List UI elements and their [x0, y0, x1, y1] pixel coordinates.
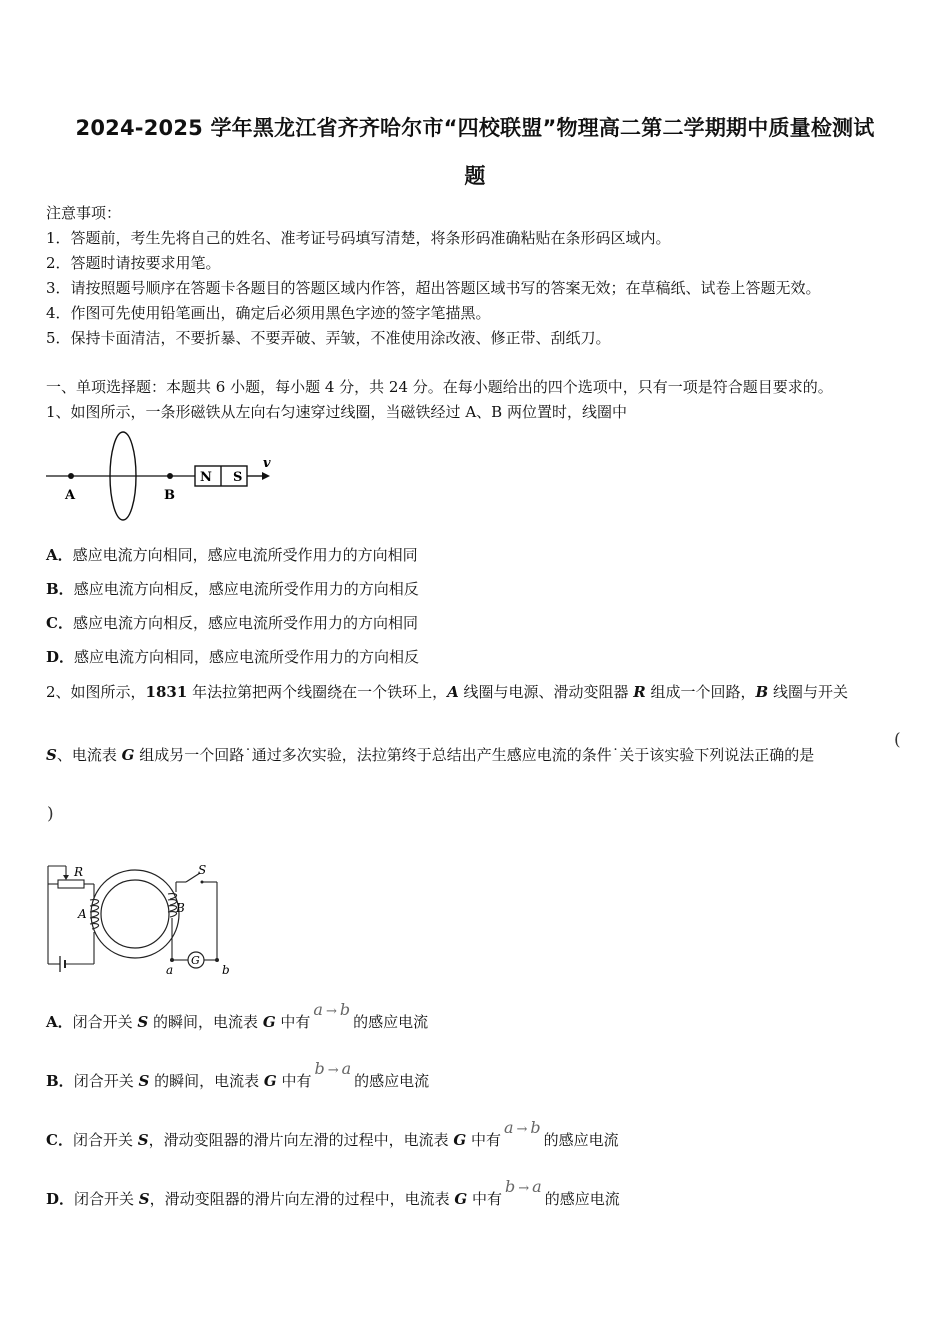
q2-option-c-text: ，滑动变阻器的滑片向左滑的过程中，电流表 [148, 1131, 454, 1149]
q2-option-c-meter: G [453, 1131, 467, 1149]
q2-stem-text-6: 、电流表 [56, 746, 122, 764]
q1-option-b-text: 感应电流方向相反，感应电流所受作用力的方向相反 [73, 580, 419, 598]
q1-option-d-label: D． [46, 648, 75, 666]
q2-coil-a: A [447, 683, 459, 701]
notice-item-3: 3．请按照题号顺序在答题卡各题目的答题区域内作答，超出答题区域书写的答案无效；在草稿纸、试卷上答题无效。 [46, 279, 821, 297]
q2-terminal-b [215, 958, 219, 962]
q2-option-a-switch: S [137, 1013, 149, 1031]
q1-option-d [46, 646, 419, 667]
q2-option-b-current-direction [311, 1059, 354, 1078]
q1-magnet-n: N [200, 470, 212, 485]
q2-option-b-text: 的瞬间，电流表 [149, 1072, 264, 1090]
q1-label-a: A [65, 488, 76, 503]
q2-option-c [46, 1118, 619, 1150]
q2-rheostat [58, 880, 84, 888]
q2-option-d-label: D． [46, 1190, 75, 1208]
q2-faraday-ring-figure [40, 856, 240, 978]
q2-iron-ring-outer [91, 870, 179, 958]
q2-option-a-label: A． [46, 1013, 73, 1031]
q2-switch: S [46, 746, 57, 764]
q2-close-paren: ) [47, 804, 54, 824]
q2-option-b-text: 的感应电流 [354, 1072, 430, 1090]
q2-option-a-text: 闭合开关 [72, 1013, 138, 1031]
q1-option-b-label: B． [46, 580, 74, 598]
q2-fig-label-g: G [191, 954, 200, 967]
q2-option-b-to: a [341, 1059, 352, 1078]
q2-option-a [46, 1000, 429, 1032]
q1-option-d-text: 感应电流方向相同，感应电流所受作用力的方向相反 [74, 648, 420, 666]
q2-stem-line1 [46, 681, 848, 702]
q2-option-a-text: 的感应电流 [353, 1013, 429, 1031]
q2-option-b-arrow: → [327, 1063, 339, 1078]
q2-option-b-from: b [314, 1059, 325, 1078]
q2-option-b [46, 1059, 430, 1091]
notice-item-5: 5．保持卡面清洁，不要折暴、不要弄破、弄皱，不准使用涂改液、修正带、刮纸刀。 [46, 329, 611, 347]
q2-stem-text-3: 线圈与电源、滑动变阻器 [458, 683, 634, 701]
q2-fig-label-r: R [74, 865, 84, 879]
q2-option-d-text: 中有 [467, 1190, 503, 1208]
notice-heading: 注意事项： [46, 204, 122, 222]
q2-option-c-to: b [530, 1118, 541, 1137]
q2-option-c-arrow: → [516, 1122, 528, 1137]
q2-rheostat-slider-tip [63, 875, 69, 880]
q1-label-v: v [263, 456, 271, 471]
q2-stem-line2 [46, 744, 814, 765]
q2-option-d-text: 的感应电流 [544, 1190, 620, 1208]
q2-stem-text-4: 组成一个回路， [645, 683, 756, 701]
q2-option-b-label: B． [46, 1072, 74, 1090]
q2-option-d-from: b [505, 1177, 516, 1196]
q2-option-c-current-direction [501, 1118, 544, 1137]
q2-option-c-from: a [503, 1118, 514, 1137]
q2-stem-text-7: 组成另一个回路˙通过多次实验，法拉第终于总结出产生感应电流的条件˙关于该实验下列说法正确的是 [134, 746, 815, 764]
q2-stem-text-2: 年法拉第把两个线圈绕在一个铁环上， [187, 683, 448, 701]
q1-option-c [46, 612, 418, 633]
q2-option-d-arrow: → [518, 1181, 530, 1196]
q2-option-a-to: b [339, 1000, 351, 1019]
q2-option-d-to: a [532, 1177, 542, 1196]
q1-magnet-s: S [233, 470, 243, 485]
q2-option-b-switch: S [138, 1072, 150, 1090]
q1-option-a-label: A． [46, 546, 73, 564]
q2-resistor: R [633, 683, 646, 701]
q1-option-b [46, 578, 419, 599]
exam-title-line2: 题 [464, 164, 486, 188]
q1-label-b: B [164, 488, 175, 503]
q2-stem-text-5: 线圈与开关 [768, 683, 848, 701]
q2-option-a-current-direction [310, 1000, 353, 1019]
q1-point-a [68, 473, 74, 479]
section1-heading: 一、单项选择题：本题共 6 小题，每小题 4 分，共 24 分。在每小题给出的四个选项中，只有一项是符合题目要求的。 [46, 378, 833, 396]
exam-title-line1: 2024-2025 学年黑龙江省齐齐哈尔市“四校联盟”物理高二第二学期期中质量检测试 [75, 116, 875, 140]
notice-item-1: 1．答题前，考生先将自己的姓名、准考证号码填写清楚，将条形码准确粘贴在条形码区域内。 [46, 229, 671, 247]
q2-option-c-label: C． [46, 1131, 73, 1149]
q2-option-d-text: 闭合开关 [74, 1190, 139, 1208]
q2-fig-label-a-small: a [166, 963, 174, 977]
q2-option-a-arrow: → [325, 1004, 337, 1019]
notice-item-4: 4．作图可先使用铅笔画出，确定后必须用黑色字迹的签字笔描黑。 [46, 304, 491, 322]
q2-option-b-text: 中有 [276, 1072, 312, 1090]
q1-velocity-arrowhead [262, 472, 270, 480]
q2-option-c-text: 闭合开关 [72, 1131, 138, 1149]
q2-option-d [46, 1177, 620, 1209]
q2-option-b-text: 闭合开关 [73, 1072, 139, 1090]
q1-point-b [167, 473, 173, 479]
q1-option-c-label: C． [46, 614, 73, 632]
q2-option-b-meter: G [263, 1072, 277, 1090]
q2-stem-text-1: 2、如图所示， [46, 683, 146, 701]
q2-option-d-meter: G [454, 1190, 468, 1208]
q2-iron-ring-inner [101, 880, 169, 948]
q2-option-d-switch: S [138, 1190, 150, 1208]
q1-option-a-text: 感应电流方向相同，感应电流所受作用力的方向相同 [72, 546, 418, 564]
q1-stem: 1、如图所示，一条形磁铁从左向右匀速穿过线圈，当磁铁经过 A、B 两位置时，线圈中 [46, 403, 627, 421]
q2-option-c-text: 的感应电流 [543, 1131, 619, 1149]
q2-option-d-text: ，滑动变阻器的滑片向左滑的过程中，电流表 [149, 1190, 455, 1208]
q2-terminal-a [170, 958, 174, 962]
q2-coil-b: B [755, 683, 769, 701]
q2-fig-label-a: A [78, 907, 87, 921]
q2-fig-label-s: S [198, 863, 207, 877]
q1-option-c-text: 感应电流方向相反，感应电流所受作用力的方向相同 [72, 614, 418, 632]
q2-option-c-text: 中有 [466, 1131, 501, 1149]
q1-option-a [46, 544, 418, 565]
q2-year: 1831 [145, 683, 188, 701]
q2-meter: G [121, 746, 135, 764]
q2-option-a-text: 的瞬间，电流表 [148, 1013, 263, 1031]
q2-option-a-from: a [313, 1000, 323, 1019]
q2-fig-label-b: B [176, 901, 185, 915]
q2-option-a-text: 中有 [275, 1013, 311, 1031]
q2-option-c-switch: S [137, 1131, 149, 1149]
q2-option-d-current-direction [502, 1177, 545, 1196]
notice-item-2: 2．答题时请按要求用笔。 [46, 254, 221, 272]
q2-fig-label-b-small: b [222, 963, 230, 977]
q2-open-paren: ( [894, 730, 901, 750]
q2-option-a-meter: G [262, 1013, 276, 1031]
q1-magnet-coil-figure [44, 428, 294, 526]
